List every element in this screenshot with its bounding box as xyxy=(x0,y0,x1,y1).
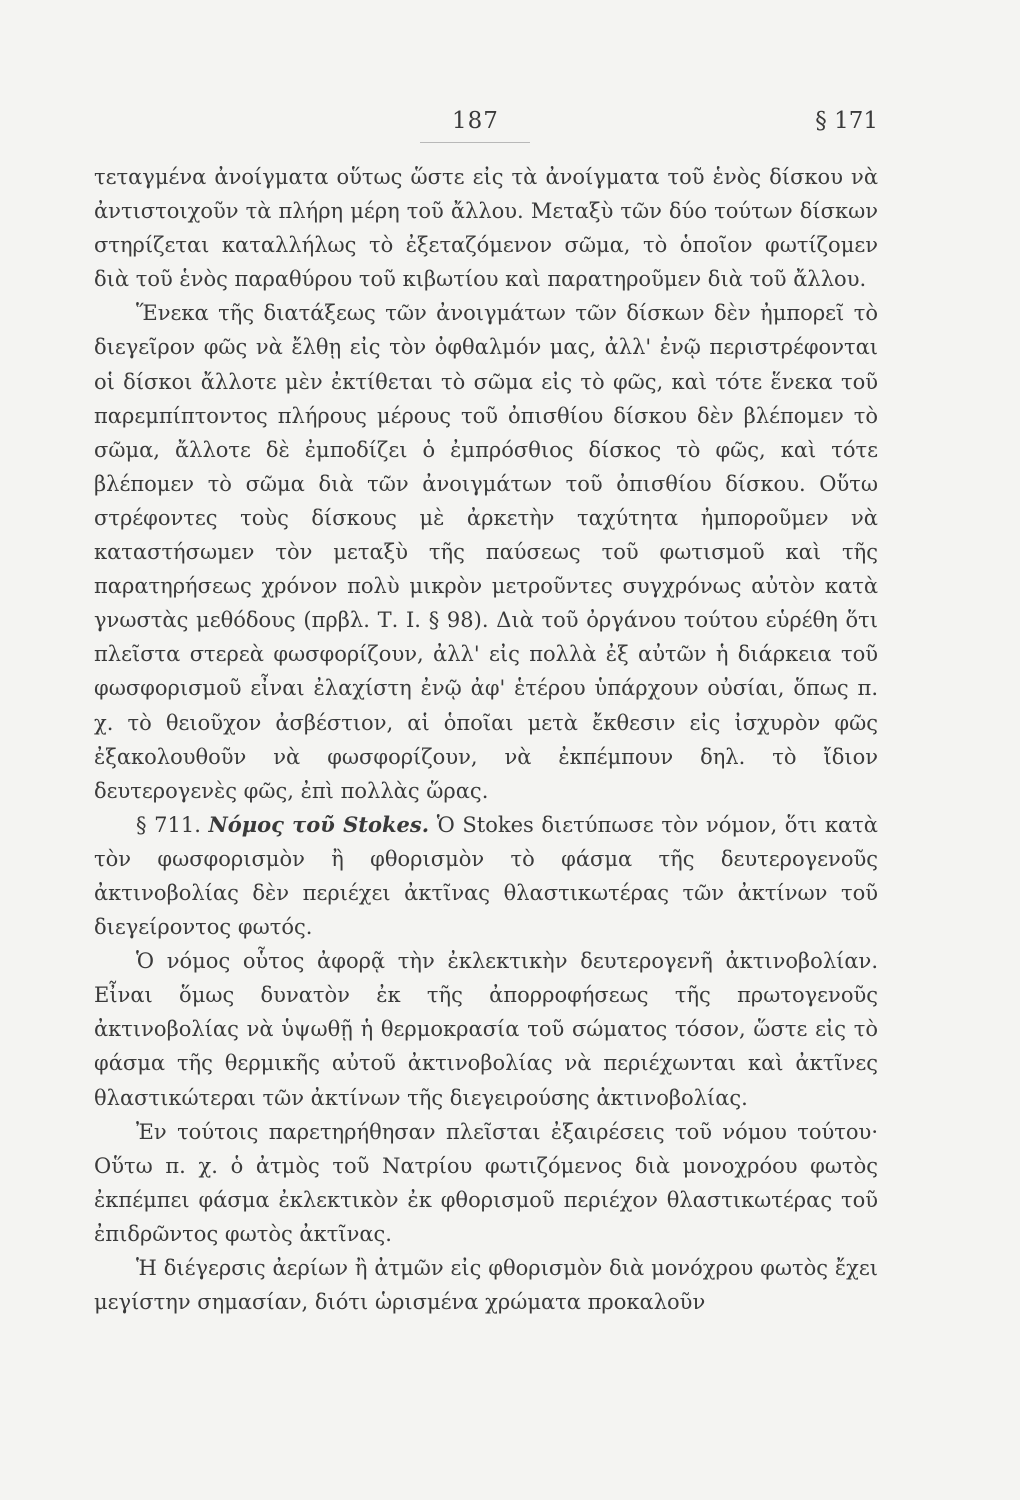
section-reference: § 171 xyxy=(815,108,878,134)
paragraph: Ἕνεκα τῆς διατάξεως τῶν ἀνοιγμάτων τῶν δίσκων δὲν ἠμπορεῖ τὸ διεγεῖρον φῶς νὰ ἔλθῃ εἰς τὸν ὀφθαλμόν μας, ἀλλ' ἐνῷ περιστρέφονται οἱ δίσκοι ἄλλοτε μὲν ἐκτίθεται τὸ σῶμα εἰς τὸ φῶς, καὶ τότε ἕνεκα τοῦ παρεμπίπτοντος πλήρους μέρους τοῦ ὀπισθίου δίσκου δὲν βλέπομεν τὸ σῶμα, ἄλλοτε δὲ ἐμποδίζει ὁ ἐμπρόσθιος δίσκος τὸ φῶς, καὶ τότε βλέπομεν τὸ σῶμα διὰ τῶν ἀνοιγμάτων τοῦ ὀπισθίου δίσκου. Οὕτω στρέφοντες τοὺς δίσκους μὲ ἀρκετὴν ταχύτητα ἠμποροῦμεν νὰ καταστήσωμεν τὸν μεταξὺ τῆς παύσεως τοῦ φωτισμοῦ καὶ τῆς παρατηρήσεως χρόνον πολὺ μικρὸν μετροῦντες συγχρόνως αὐτὸν κατὰ γνωστὰς μεθόδους (πρβλ. Τ. Ι. § 98). Διὰ τοῦ ὀργάνου τούτου εὑρέθη ὅτι πλεῖστα στερεὰ φωσφορίζουν, ἀλλ' εἰς πολλὰ ἐξ αὐτῶν ἡ διάρκεια τοῦ φωσφορισμοῦ εἶναι ἐλαχίστη ἐνῷ ἀφ' ἑτέρου ὑπάρχουν οὐσίαι, ὅπως π. χ. τὸ θειοῦχον ἀσβέστιον, αἱ ὁποῖαι μετὰ ἔκθεσιν εἰς ἰσχυρὸν φῶς ἐξακολουθοῦν νὰ φωσφορίζουν, νὰ ἐκπέμπουν δηλ. τὸ ἴδιον δευτερογενὲς φῶς, ἐπὶ πολλὰς ὥρας. xyxy=(94,301,878,803)
paragraph: τεταγμένα ἀνοίγματα οὕτως ὥστε εἰς τὰ ἀνοίγματα τοῦ ἑνὸς δίσκου νὰ ἀντιστοιχοῦν τὰ πλήρη μέρη τοῦ ἄλλου. Μεταξὺ τῶν δύο τούτων δίσκων στηρίζεται καταλλήλως τὸ ἐξεταζόμενον σῶμα, τὸ ὁποῖον φωτίζομεν διὰ τοῦ ἑνὸς παραθύρου τοῦ κιβωτίου καὶ παρατηροῦμεν διὰ τοῦ ἄλλου. xyxy=(94,165,878,292)
section-title: Νόμος τοῦ Stokes. xyxy=(208,811,430,837)
page-number: 187 xyxy=(452,108,499,134)
body-text xyxy=(94,160,878,1490)
section-number: § 711. xyxy=(136,812,201,837)
section-paragraph xyxy=(94,808,878,944)
paragraph: Ὁ νόμος οὗτος ἀφορᾷ τὴν ἐκλεκτικὴν δευτερογενῆ ἀκτινοβολίαν. Εἶναι ὅμως δυνατὸν ἐκ τῆς ἀπορροφήσεως τῆς πρωτογενοῦς ἀκτινοβολίας νὰ ὑψωθῇ ἡ θερμοκρασία τοῦ σώματος τόσον, ὥστε εἰς τὸ φάσμα τῆς θερμικῆς αὐτοῦ ἀκτινοβολίας νὰ περιέχωνται καὶ ἀκτῖνες θλαστικώτεραι τῶν ἀκτίνων τῆς διεγειρούσης ἀκτινοβολίας. xyxy=(94,949,878,1110)
page-header xyxy=(0,108,1020,148)
section-text: Ὁ Stokes διετύπωσε τὸν νόμον, ὅτι κατὰ τὸν φωσφορισμὸν ἢ φθορισμὸν τὸ φάσμα τῆς δευτερογενοῦς ἀκτινοβολίας δὲν περιέχει ἀκτῖνας θλαστικωτέρας τῶν ἀκτίνων τοῦ διεγείροντος φωτός. xyxy=(94,812,878,940)
paragraph: Ἡ διέγερσις ἀερίων ἢ ἀτμῶν εἰς φθορισμὸν διὰ μονόχρου φωτὸς ἔχει μεγίστην σημασίαν, διότι ὡρισμένα χρώματα προκαλοῦν xyxy=(94,1256,878,1315)
paragraph: Ἐν τούτοις παρετηρήθησαν πλεῖσται ἐξαιρέσεις τοῦ νόμου τούτου· Οὕτω π. χ. ὁ ἀτμὸς τοῦ Νατρίου φωτιζόμενος διὰ μονοχρόου φωτὸς ἐκπέμπει φάσμα ἐκλεκτικὸν ἐκ φθορισμοῦ περιέχον θλαστικωτέρας τοῦ ἐπιδρῶντος φωτὸς ἀκτῖνας. xyxy=(94,1119,878,1246)
header-rule xyxy=(420,142,530,143)
